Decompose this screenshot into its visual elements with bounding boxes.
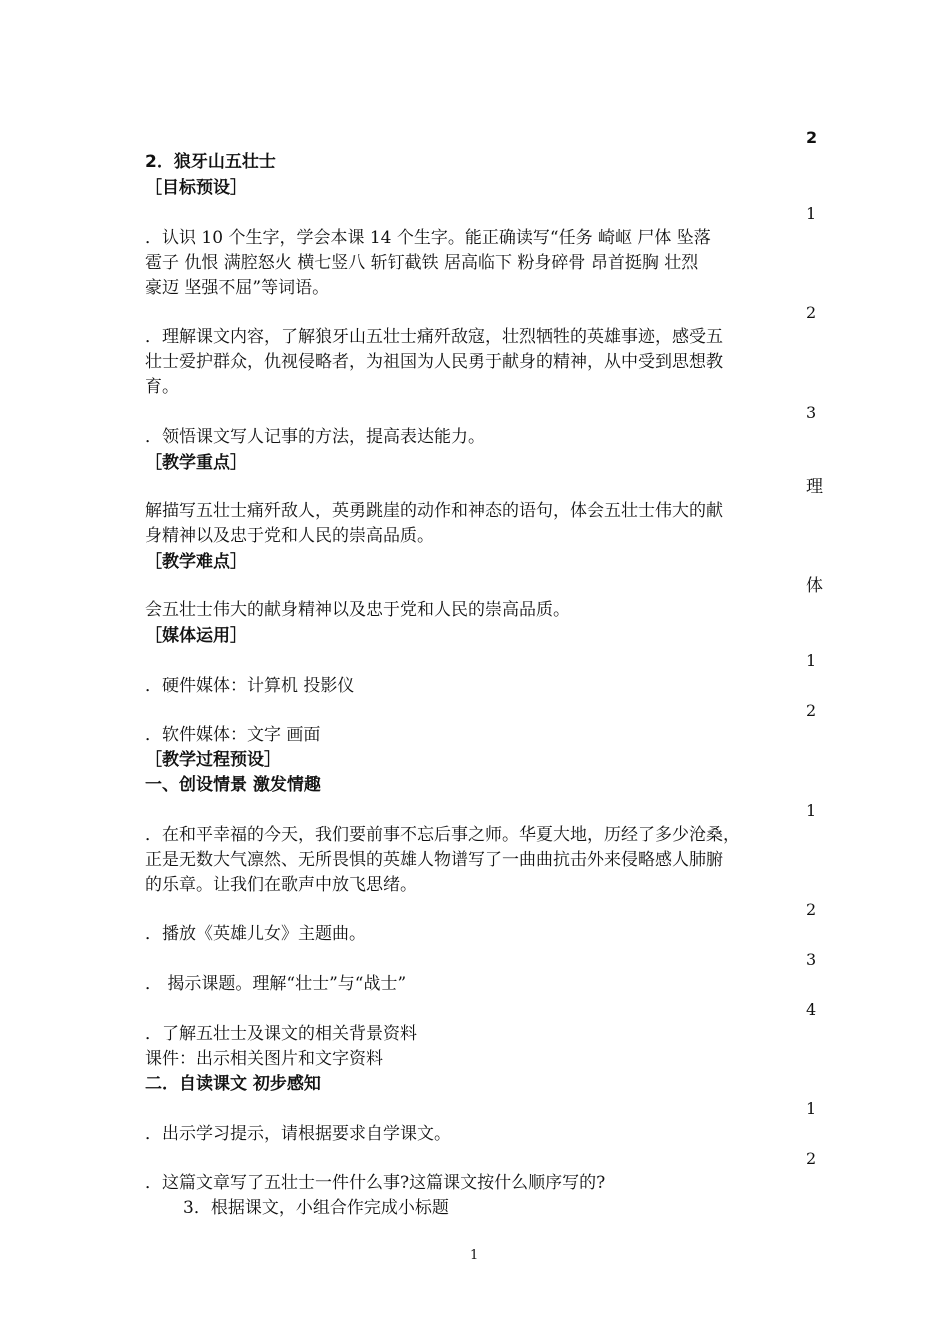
step1-item-1-line-2: 正是无数大气凛然、无所畏惧的英雄人物谱写了一曲曲抗击外来侵略感人肺腑 [145,850,723,870]
step2-item-3: 3．根据课文，小组合作完成小标题 [183,1198,449,1218]
item-number: 1 [806,204,817,223]
page-number-top: 2 [806,128,818,147]
item-number: 2 [806,303,817,322]
media-item-2: ．软件媒体：文字 画面 [145,725,321,745]
courseware-note: 课件：出示相关图片和文字资料 [145,1049,383,1069]
step2-item-2: ．这篇文章写了五壮士一件什么事?这篇课文按什么顺序写的? [145,1173,606,1193]
goal-item-1-line-2: 雹子 仇恨 满腔怒火 横七竖八 斩钉截铁 居高临下 粉身碎骨 昂首挺胸 壮烈 [145,253,699,273]
goal-item-2-line-3: 育。 [145,377,179,397]
item-number: 2 [806,1149,817,1168]
section-difficulty-heading: ［教学难点］ [145,552,247,572]
page-number-footer: 1 [470,1248,479,1263]
step1-item-4: ．了解五壮士及课文的相关背景资料 [145,1024,417,1044]
step1-heading: 一、创设情景 激发情趣 [145,775,321,795]
section-goal-heading: ［目标预设］ [145,178,247,198]
focus-line-1: 解描写五壮士痛歼敌人，英勇跳崖的动作和神态的语句，体会五壮士伟大的献 [145,501,723,521]
item-number: 2 [806,701,817,720]
item-number: 3 [806,403,817,422]
item-number: 3 [806,950,817,969]
step1-item-1-line-1: ．在和平幸福的今天，我们要前事不忘后事之师。华夏大地，历经了多少沧桑， [145,825,740,845]
goal-item-2-line-2: 壮士爱护群众，仇视侵略者，为祖国为人民勇于献身的精神，从中受到思想教 [145,352,723,372]
goal-item-1-line-1: ．认识 10 个生字，学会本课 14 个生字。能正确读写“任务 崎岖 尸体 坠落 [145,228,711,248]
section-process-heading: ［教学过程预设］ [145,750,281,770]
focus-first-char: 理 [806,477,823,497]
step2-heading: 二．自读课文 初步感知 [145,1074,321,1094]
section-media-heading: ［媒体运用］ [145,626,247,646]
step1-item-2: ．播放《英雄儿女》主题曲。 [145,924,366,944]
step2-item-1: ．出示学习提示，请根据要求自学课文。 [145,1124,451,1144]
media-item-1: ．硬件媒体：计算机 投影仪 [145,676,355,696]
item-number: 4 [806,1000,817,1019]
lesson-title: 2．狼牙山五壮士 [145,152,276,172]
goal-item-2-line-1: ．理解课文内容，了解狼牙山五壮士痛歼敌寇，壮烈牺牲的英雄事迹，感受五 [145,327,723,347]
difficulty-line-1: 会五壮士伟大的献身精神以及忠于党和人民的崇高品质。 [145,600,570,620]
goal-item-1-line-3: 豪迈 坚强不屈”等词语。 [145,278,330,298]
item-number: 2 [806,900,817,919]
goal-item-3-line-1: ．领悟课文写人记事的方法，提高表达能力。 [145,427,485,447]
focus-line-2: 身精神以及忠于党和人民的崇高品质。 [145,526,434,546]
step1-item-3: ． 揭示课题。理解“壮士”与“战士” [145,974,407,994]
section-focus-heading: ［教学重点］ [145,453,247,473]
item-number: 1 [806,1099,817,1118]
item-number: 1 [806,801,817,820]
step1-item-1-line-3: 的乐章。让我们在歌声中放飞思绪。 [145,875,417,895]
difficulty-first-char: 体 [806,576,823,596]
item-number: 1 [806,651,817,670]
